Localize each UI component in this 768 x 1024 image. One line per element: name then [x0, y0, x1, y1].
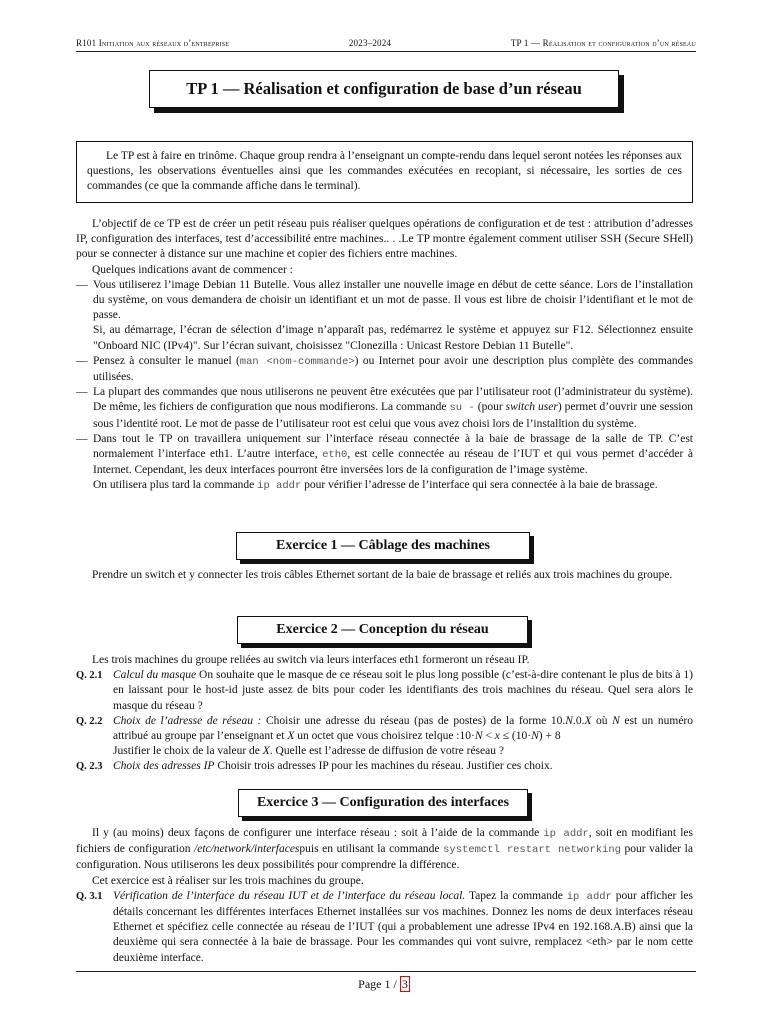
exercise-2-body	[76, 653, 693, 775]
intro-hints-label: Quelques indications avant de commencer :	[92, 263, 293, 276]
header-rule	[76, 51, 696, 52]
text-span: pour afficher les détails concernant les différentes interfaces Ethernet installées sur vos machines. Donnez les noms de deux interfaces réseau Ethernet et spécifiez celle connectée au réseau de l’IUT (qui a probablement une adresse IPv4 en 192.168.A.B) ainsi que la deuxième qui sera connectée à la baie de brassage. Pour les commandes qui vont suivre, remplacez <eth> par le nom cette deuxième interface.	[113, 889, 693, 964]
intro-paragraph: L’objectif de ce TP est de créer un petit réseau puis réaliser quelques opérations de configuration et de test : attribution d’adresses IP, configuration des interfaces, test d’accessibilité entre machines.. . .Le TP montre également comment utiliser SSH (Secure SHell) pour se connecter à distance sur une machine et copier des fichiers entre machines.	[76, 218, 693, 261]
question-title: Choix de l’adresse de réseau :	[113, 714, 262, 727]
math-var: X	[287, 730, 295, 743]
text-span: (pour	[474, 401, 506, 414]
text-span: , est celle connectée au réseau de l’IUT et qui vous permet d’accéder à Internet. Cependant, les deux interfaces pourront être inversées lors de la configuration de l’image système.	[93, 448, 693, 477]
list-item	[76, 432, 693, 495]
text-span: puis en utilisant la commande	[299, 843, 444, 856]
inline-code: ip addr	[257, 480, 302, 493]
text-span: ) ou Internet pour avoir une description plus complète des commandes utilisées.	[93, 354, 693, 384]
text-span: .0.	[572, 714, 585, 727]
instructions-text: Le TP est à faire en trinôme. Chaque group rendra à l’enseignant un compte-rendu dans lequel seront notées les réponses aux questions, les observations éventuelles ainsi que les commandes exécutées en recopiant, si nécessaire, les sorties de ces commandes (ce que la commande affiche dans le terminal).	[87, 150, 682, 192]
text-span: ≤ (10·	[499, 730, 532, 743]
text-span: Tapez la commande	[465, 889, 567, 902]
text-span: <	[482, 730, 495, 743]
text-span: . Quelle est l’adresse de diffusion de votre réseau ?	[269, 745, 504, 758]
text-span: un octet que vous choisirez telque :10·	[294, 730, 475, 743]
question-3-1	[76, 889, 693, 966]
text-span: Il y (au moins) deux façons de configurer une interface réseau : soit à l’aide de la commande	[92, 827, 544, 839]
instructions-box	[76, 141, 693, 203]
file-path: /etc/network/interfaces	[194, 843, 300, 856]
inline-code: ip addr	[543, 828, 589, 840]
exercise-1-body	[76, 568, 693, 583]
question-number: Q. 3.1	[76, 890, 103, 902]
text-span: On utilisera plus tard la commande	[93, 479, 258, 492]
bullet-dash: —	[76, 278, 88, 291]
exercise-3-note: Cet exercice est à réaliser sur les trois machines du groupe.	[92, 874, 364, 887]
page-footer	[0, 977, 768, 992]
question-2-2	[76, 714, 693, 760]
list-item	[76, 354, 693, 385]
inline-code: systemctl restart networking	[443, 844, 621, 857]
text-span: , soit en modifiant les fichiers de configuration	[76, 827, 693, 856]
exercise-1-title: Exercice 1 — Câblage des machines	[236, 532, 530, 560]
footer-rule	[76, 971, 696, 972]
math-var: N	[531, 730, 539, 743]
question-number: Q. 2.3	[76, 761, 103, 773]
exercise-3-title: Exercice 3 — Configuration des interfaces	[238, 789, 528, 817]
text-span: La plupart des commandes que nous utiliserons ne peuvent être exécutées que par l’utilisateur root (l’administrateur du système). De même, les fichiers de configuration que nous modifierons. La commande	[93, 386, 693, 414]
exercise-2-intro: Les trois machines du groupe reliées au switch via leurs interfaces eth1 formeront un réseau IP.	[92, 654, 530, 666]
bullet-dash: —	[76, 386, 88, 399]
math-var: x	[494, 730, 500, 743]
question-number: Q. 2.2	[76, 715, 103, 727]
list-item-text: Si, au démarrage, l’écran de sélection d’image n’apparaît pas, redémarrez le système et appuyez sur F12. Sélectionnez ensuite "Onboard NIC (IPv4)". Sur l’écran suivant, choisissez "Clonezilla : Unicast Restore Debian 11 Butelle".	[93, 324, 693, 352]
text-span: où	[591, 714, 613, 727]
intro-section	[76, 217, 693, 495]
page-title: TP 1 — Réalisation et configuration de base d’un réseau	[149, 70, 619, 108]
math-var: X	[262, 745, 270, 758]
bullet-dash: —	[76, 432, 88, 445]
text-span: pour vérifier l’adresse de l’interface qui sera connectée à la baie de brassage.	[301, 479, 658, 492]
page-number-label: Page 1 /	[358, 977, 400, 991]
text-span: ) permet d’ouvrir une session sous l’identité root. Le mot de passe de l’utilisateur root est celui que vous avez choisi lors de l’installtion du système.	[93, 401, 693, 430]
exercise-3-body	[76, 826, 693, 966]
question-number: Q. 2.1	[76, 670, 103, 682]
math-var: X	[584, 714, 592, 727]
bullet-dash: —	[76, 354, 88, 367]
inline-code: eth0	[322, 449, 348, 462]
text-span: ) + 8	[538, 730, 561, 743]
header-year: 2023–2024	[348, 38, 392, 48]
math-var: N	[612, 714, 620, 727]
text-span: est un numéro attribué au groupe par l’enseignant et	[113, 714, 694, 743]
header-course: R101 Initiation aux réseaux d’entreprise	[76, 38, 230, 48]
question-text: On souhaite que le masque de ce réseau soit le plus long possible (c’est-à-dire contenant le plus de bits à 1) en laissant pour le host-id juste assez de bits pour coder les identifiants des trois machines du réseau. Quel sera alors le masque du réseau ?	[113, 669, 693, 712]
text-span: Choisir une adresse du réseau (pas de postes) de la forme 10.	[261, 714, 566, 727]
emphasis: switch user	[505, 401, 558, 414]
question-2-3	[76, 759, 693, 774]
question-text: Choisir trois adresses IP pour les machines du réseau. Justifier ces choix.	[214, 760, 553, 773]
inline-code: ip addr	[566, 890, 612, 903]
math-var: N	[474, 730, 483, 743]
question-title: Choix des adresses IP	[113, 760, 215, 773]
list-item-text: Vous utiliserez l’image Debian 11 Butelle. Vous allez installer une nouvelle image en début de cette séance. Lors de l’installation du système, on vous demandera de choisir un identifiant et un mot de passe. Il vous est libre de choisir l’identifiant et le mot de passe.	[93, 278, 693, 322]
inline-code: man <nom-commande>	[239, 355, 355, 368]
text-span: pour valider la configuration. Nous utiliserons les deux possibilités pour comprendre la différence.	[76, 843, 693, 872]
list-item	[76, 278, 693, 354]
question-2-1	[76, 668, 693, 714]
inline-code: su -	[449, 402, 475, 415]
math-var: N	[565, 714, 573, 727]
exercise-2-title: Exercice 2 — Conception du réseau	[237, 616, 528, 644]
question-title: Calcul du masque	[113, 669, 197, 682]
running-header	[76, 38, 696, 48]
question-title: Vérification de l’interface du réseau IUT et de l’interface du réseau local.	[113, 889, 466, 902]
header-tp: TP 1 — Réalisation et configuration d’un réseau	[510, 38, 696, 48]
exercise-1-text: Prendre un switch et y connecter les trois câbles Ethernet sortant de la baie de brassage et reliés aux trois machines du groupe.	[92, 569, 673, 581]
text-span: Pensez à consulter le manuel (	[93, 354, 240, 367]
text-span: Dans tout le TP on travaillera uniquement sur l’interface réseau connectée à la baie de brassage de la salle de TP. C’est normalement l’interface eth1. L’autre interface,	[93, 432, 693, 461]
list-item	[76, 385, 693, 432]
text-span: Justifier le choix de la valeur de	[113, 745, 263, 758]
total-pages-link[interactable]: 3	[401, 977, 408, 991]
